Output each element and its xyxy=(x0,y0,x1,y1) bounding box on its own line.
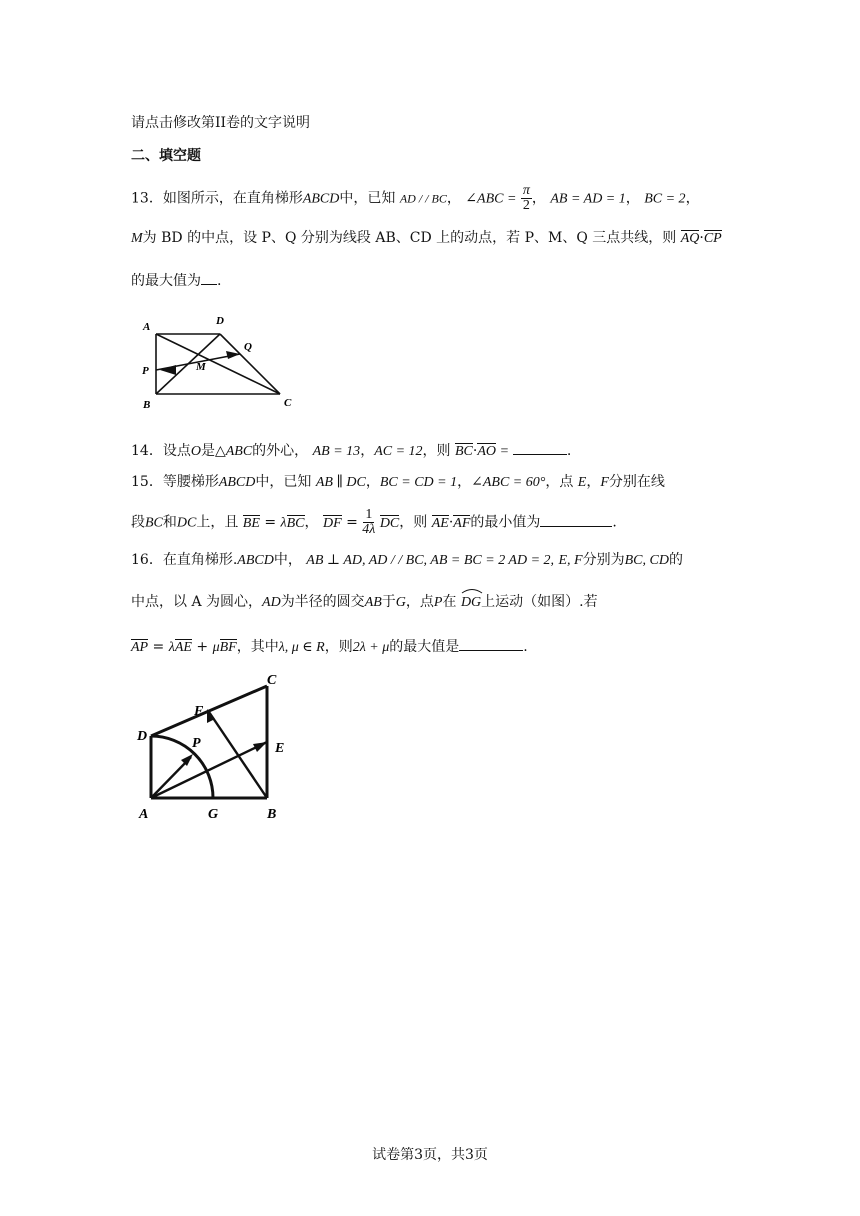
label-B: B xyxy=(143,399,151,410)
q13-number: 13． xyxy=(131,190,163,207)
q16-figure xyxy=(131,672,301,822)
label-P: P xyxy=(192,736,201,751)
label-C: C xyxy=(284,397,292,409)
label-B: B xyxy=(267,807,277,822)
label-M: M xyxy=(196,361,206,373)
arrowhead-CP xyxy=(160,365,176,375)
segment-AC xyxy=(156,334,280,394)
label-C: C xyxy=(267,673,277,688)
pi-over-2-fraction: $\frac{\pi}{2}$ xyxy=(522,183,530,213)
label-A: A xyxy=(143,321,151,333)
q13-figure xyxy=(136,310,306,410)
label-Q: Q xyxy=(244,341,252,353)
q15-line1: 15．等腰梯形ABCD中，已知 AB ∥ DC，BC = CD = 1，∠ABC = 60°，点 E，F分别在线 xyxy=(131,474,665,490)
section-title: 二、填空题 xyxy=(131,148,201,164)
q16-line3: AP = λAE + μBF，其中λ, μ ∈ R，则2λ + μ的最大值是 . xyxy=(131,636,528,658)
q16-line1: 16．在直角梯形.ABCD中， AB ⊥ AD, AD / / BC, AB = BC = 2 AD = 2, E, F分别为BC, CD的 xyxy=(131,552,683,568)
page-footer: 试卷第3页，共3页 xyxy=(372,1147,488,1163)
label-D: D xyxy=(216,315,224,327)
header-note: 请点击修改第II卷的文字说明 xyxy=(131,115,311,131)
vector-AE xyxy=(151,742,267,798)
q13-line3: 的最大值为 . xyxy=(131,270,221,291)
label-P: P xyxy=(142,365,149,377)
q16-line2: 中点，以 A 为圆心，AD为半径的圆交AB于G，点P在 DG上运动（如图）.若 xyxy=(131,592,598,613)
q14-line: 14．设点O是△ABC的外心， AB = 13，AC = 12，则 BC·AO = . xyxy=(131,440,571,462)
q15-line2: 段BC和DC上，且 BE = λBC， DF = $\frac{1}{4\lambda}$ DC，则 AE·AF的最小值为 . xyxy=(131,507,617,537)
label-D: D xyxy=(137,729,148,744)
arrowhead-AE xyxy=(253,742,267,752)
q13-line1: 13．如图所示，在直角梯形ABCD中，已知 AD / / BC， ∠ABC = $\frac{\pi}{2}$ ， AB = AD = 1， BC = 2， xyxy=(131,183,700,213)
label-E: E xyxy=(275,741,285,756)
segment-BD xyxy=(156,334,220,394)
segment-DC xyxy=(151,686,267,736)
vector-BF xyxy=(209,712,267,798)
label-G: G xyxy=(208,807,219,822)
one-over-4lambda: $\frac{1}{4\lambda}$ xyxy=(362,507,376,537)
label-A: A xyxy=(139,807,149,822)
arc-DG: DG xyxy=(461,592,481,613)
label-F: F xyxy=(194,704,204,719)
q13-line2: M为 BD 的中点，设 P、Q 分别为线段 AB、CD 上的动点，若 P、M、Q 三点共线，则 AQ·CP xyxy=(131,228,722,249)
